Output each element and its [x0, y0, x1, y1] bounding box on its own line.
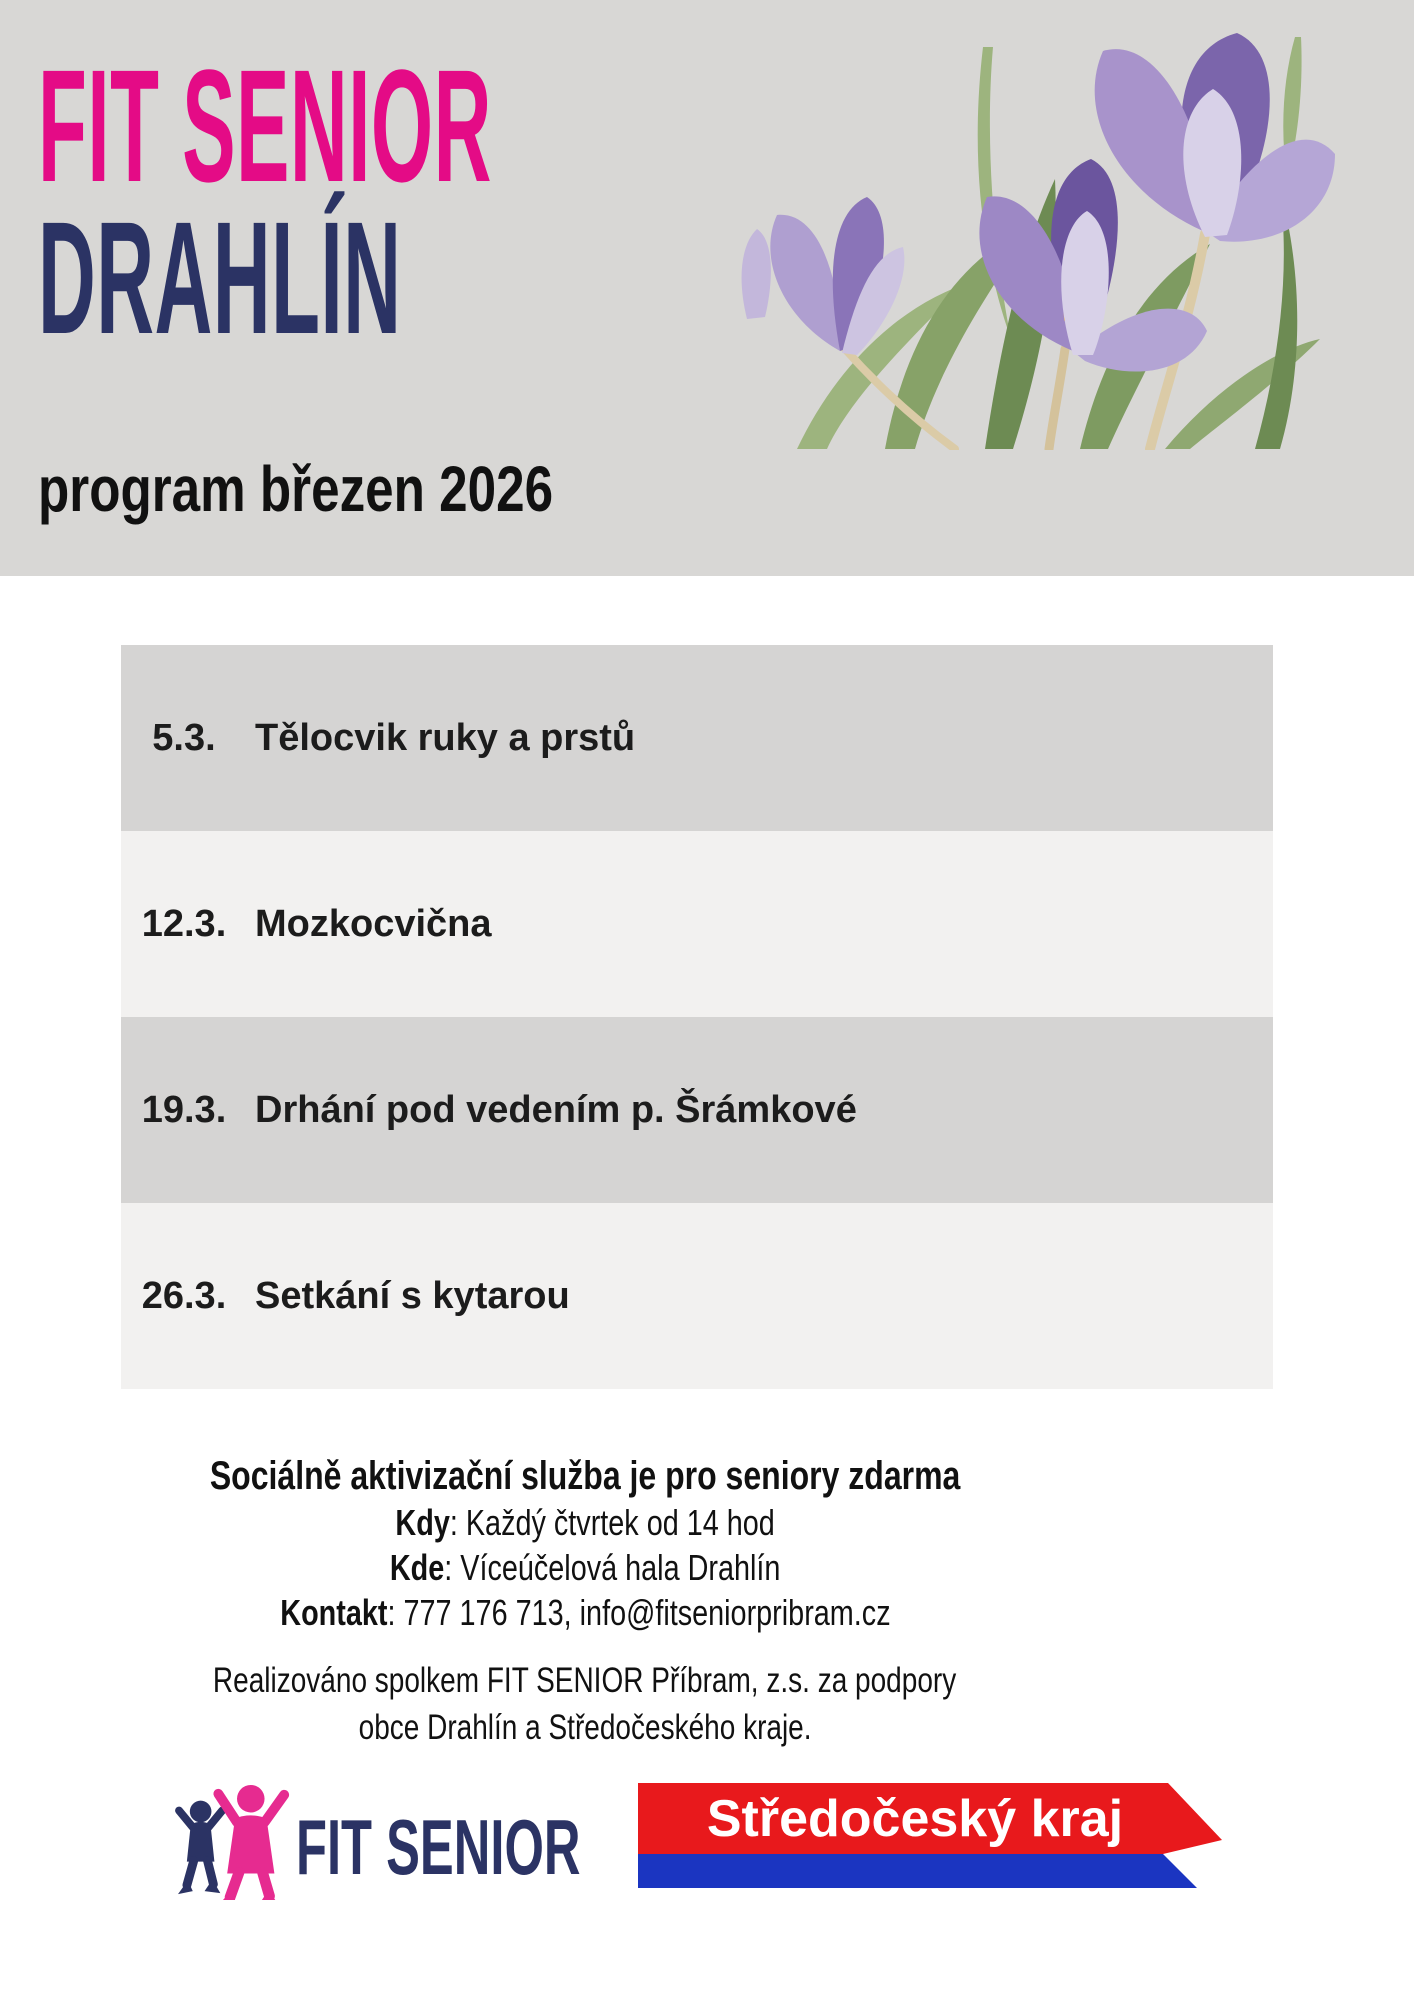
kraj-logo-text: Středočeský kraj — [706, 1790, 1124, 1848]
event-activity: Drhání pod vedením p. Šrámkové — [255, 1088, 857, 1131]
table-row — [121, 1203, 1273, 1389]
info-line-kontakt — [0, 1590, 1170, 1635]
fit-senior-logo-wordmark: FIT SENIOR — [296, 1803, 581, 1891]
realization-note — [0, 1657, 1170, 1751]
realization-note-line1: Realizováno spolkem FIT SENIOR Příbram, z.s. za podpory — [213, 1661, 957, 1700]
title-drahlin: DRAHLÍN — [38, 188, 402, 367]
event-date: 26.3. — [141, 1274, 227, 1317]
info-label: Kde — [389, 1547, 445, 1588]
title-fit-senior: FIT SENIOR — [38, 36, 492, 215]
event-activity: Mozkocvična — [255, 902, 492, 945]
info-value: : Každý čtvrtek od 14 hod — [449, 1502, 775, 1543]
crocus-flowers-icon — [735, 18, 1345, 450]
info-headline-text: Sociálně aktivizační služba je pro seniory zdarma — [209, 1454, 961, 1498]
event-activity: Tělocvik ruky a prstů — [255, 716, 636, 759]
table-row — [121, 645, 1273, 831]
info-block — [0, 1452, 1170, 1751]
info-line-kdy — [0, 1500, 1170, 1545]
event-date: 12.3. — [141, 902, 227, 945]
kraj-blue-ribbon — [638, 1854, 1197, 1888]
schedule-table — [121, 645, 1273, 1389]
info-value: : 777 176 713, info@fitseniorpribram.cz — [387, 1592, 891, 1633]
fit-senior-figures-icon — [172, 1782, 304, 1900]
event-date: 19.3. — [141, 1088, 227, 1131]
event-activity: Setkání s kytarou — [255, 1274, 570, 1317]
program-subtitle: program březen 2026 — [38, 453, 554, 525]
info-label: Kontakt — [279, 1592, 388, 1633]
table-row — [121, 1017, 1273, 1203]
event-date: 5.3. — [152, 716, 216, 759]
header-band — [0, 0, 1414, 576]
stredocesky-kraj-logo — [638, 1783, 1228, 1889]
info-value: : Víceúčelová hala Drahlín — [444, 1547, 781, 1588]
info-line-kde — [0, 1545, 1170, 1590]
realization-note-line2: obce Drahlín a Středočeského kraje. — [358, 1708, 812, 1747]
info-headline — [0, 1452, 1170, 1500]
table-row — [121, 831, 1273, 1017]
info-label: Kdy — [395, 1502, 450, 1543]
